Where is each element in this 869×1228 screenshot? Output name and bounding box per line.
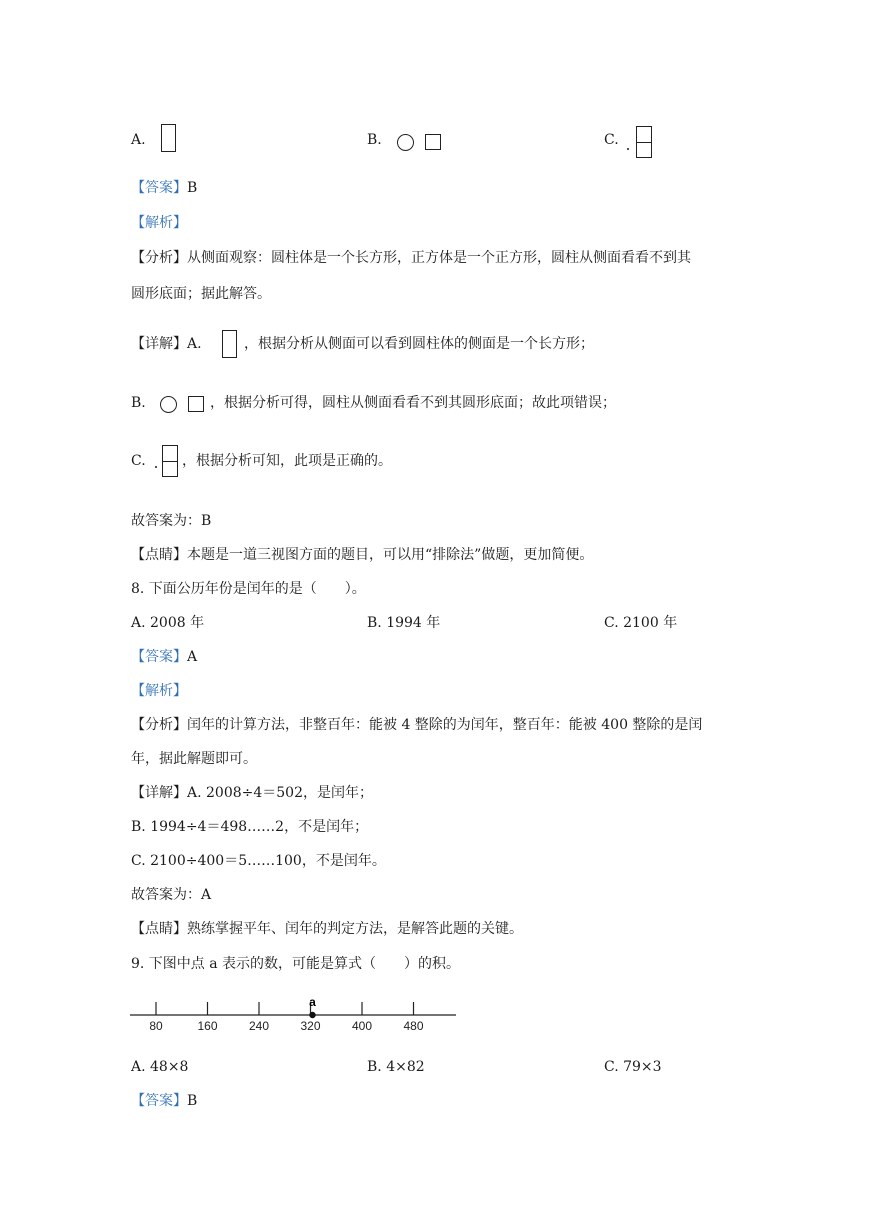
q8-fenxi-line1 — [131, 716, 702, 734]
q7-xiangjie-c-prefix: C. — [131, 453, 146, 469]
q8-question: 8. 下面公历年份是闰年的是（ ）。 — [131, 581, 366, 597]
circle-figure — [397, 134, 414, 151]
split-rectangle-figure — [162, 445, 178, 477]
q8-option-c: C. 2100 年 — [604, 615, 678, 631]
fenxi-tag: 【分析】 — [131, 250, 187, 266]
dianjing-tag: 【点睛】 — [131, 921, 187, 937]
square-figure — [188, 396, 204, 412]
number-line — [128, 995, 468, 1035]
tall-rectangle-figure — [161, 124, 176, 152]
dianjing-text: 熟练掌握平年、闰年的判定方法，是解答此题的关键。 — [187, 921, 523, 937]
xiangjie-tag: 【详解】 — [131, 785, 187, 801]
q7-option-a-letter: A. — [131, 132, 146, 148]
q7-conclusion: 故答案为：B — [131, 513, 212, 529]
fenxi-tag: 【分析】 — [131, 717, 187, 733]
mark-dot — [627, 148, 629, 150]
q7-answer — [131, 179, 197, 197]
answer-tag: 【答案】 — [131, 180, 187, 196]
answer-tag: 【答案】 — [131, 649, 187, 665]
q8-conclusion: 故答案为：A — [131, 887, 212, 903]
tick-label-160: 160 — [197, 1019, 218, 1033]
xiangjie-a-prefix: A. — [187, 336, 202, 352]
q9-option-a: A. 48×8 — [131, 1059, 189, 1075]
q7-option-b-letter: B. — [367, 132, 382, 148]
q8-option-b: B. 1994 年 — [367, 615, 441, 631]
xiangjie-a-text: A. 2008÷4＝502，是闰年； — [187, 785, 373, 801]
answer-value: B — [187, 1093, 198, 1109]
q8-xiangjie-b: B. 1994÷4＝498……2，不是闰年； — [131, 819, 369, 835]
q9-option-c: C. 79×3 — [604, 1059, 662, 1075]
q8-fenxi-line2: 年，据此解题即可。 — [131, 751, 257, 767]
dianjing-text: 本题是一道三视图方面的题目，可以用“排除法”做题，更加简便。 — [187, 547, 594, 563]
q7-dianjing — [131, 546, 593, 564]
q8-analysis-tag: 【解析】 — [131, 683, 187, 699]
answer-value: B — [187, 180, 198, 196]
q7-fenxi-line2: 圆形底面；据此解答。 — [131, 286, 271, 302]
answer-value: A — [187, 649, 198, 665]
tick-group — [149, 1002, 424, 1033]
square-figure — [425, 134, 441, 150]
q8-dianjing — [131, 920, 523, 938]
circle-figure — [160, 396, 177, 413]
q8-xiangjie-a — [131, 784, 373, 802]
split-rectangle-figure — [636, 126, 652, 158]
tick-label-80: 80 — [149, 1019, 163, 1033]
q7-xiangjie-c-text: ，根据分析可知，此项是正确的。 — [182, 453, 392, 469]
xiangjie-tag: 【详解】 — [131, 336, 187, 352]
fenxi-text: 闰年的计算方法，非整百年：能被 4 整除的为闰年，整百年：能被 400 整除的是闰 — [187, 717, 703, 733]
q8-answer — [131, 648, 197, 666]
q7-analysis-tag: 【解析】 — [131, 215, 187, 231]
tick-label-320: 320 — [300, 1019, 321, 1033]
dianjing-tag: 【点睛】 — [131, 547, 187, 563]
q7-xiangjie-a — [131, 335, 202, 353]
point-a-marker — [309, 1012, 315, 1018]
q7-option-c-letter: C. — [604, 132, 619, 148]
mark-dot — [155, 466, 157, 468]
q8-xiangjie-c: C. 2100÷400＝5……100，不是闰年。 — [131, 853, 386, 869]
q7-fenxi-line1 — [131, 249, 691, 267]
answer-tag: 【答案】 — [131, 1093, 187, 1109]
tick-label-240: 240 — [248, 1019, 270, 1033]
tick-label-400: 400 — [351, 1019, 373, 1033]
q7-xiangjie-b-prefix: B. — [131, 395, 146, 411]
tall-rectangle-figure — [222, 330, 237, 358]
q9-question: 9. 下图中点 a 表示的数，可能是算式（ ）的积。 — [131, 956, 461, 972]
q8-option-a: A. 2008 年 — [131, 615, 205, 631]
q7-xiangjie-a-text: ，根据分析从侧面可以看到圆柱体的侧面是一个长方形； — [244, 336, 594, 352]
q7-xiangjie-b-text: ，根据分析可得，圆柱从侧面看看不到其圆形底面；故此项错误； — [210, 395, 616, 411]
tick-label-480: 480 — [403, 1019, 424, 1033]
q9-answer — [131, 1092, 197, 1110]
fenxi-text: 从侧面观察：圆柱体是一个长方形，正方体是一个正方形，圆柱从侧面看看不到其 — [187, 250, 691, 266]
q9-option-b: B. 4×82 — [367, 1059, 425, 1075]
point-a-label: a — [309, 995, 316, 1009]
